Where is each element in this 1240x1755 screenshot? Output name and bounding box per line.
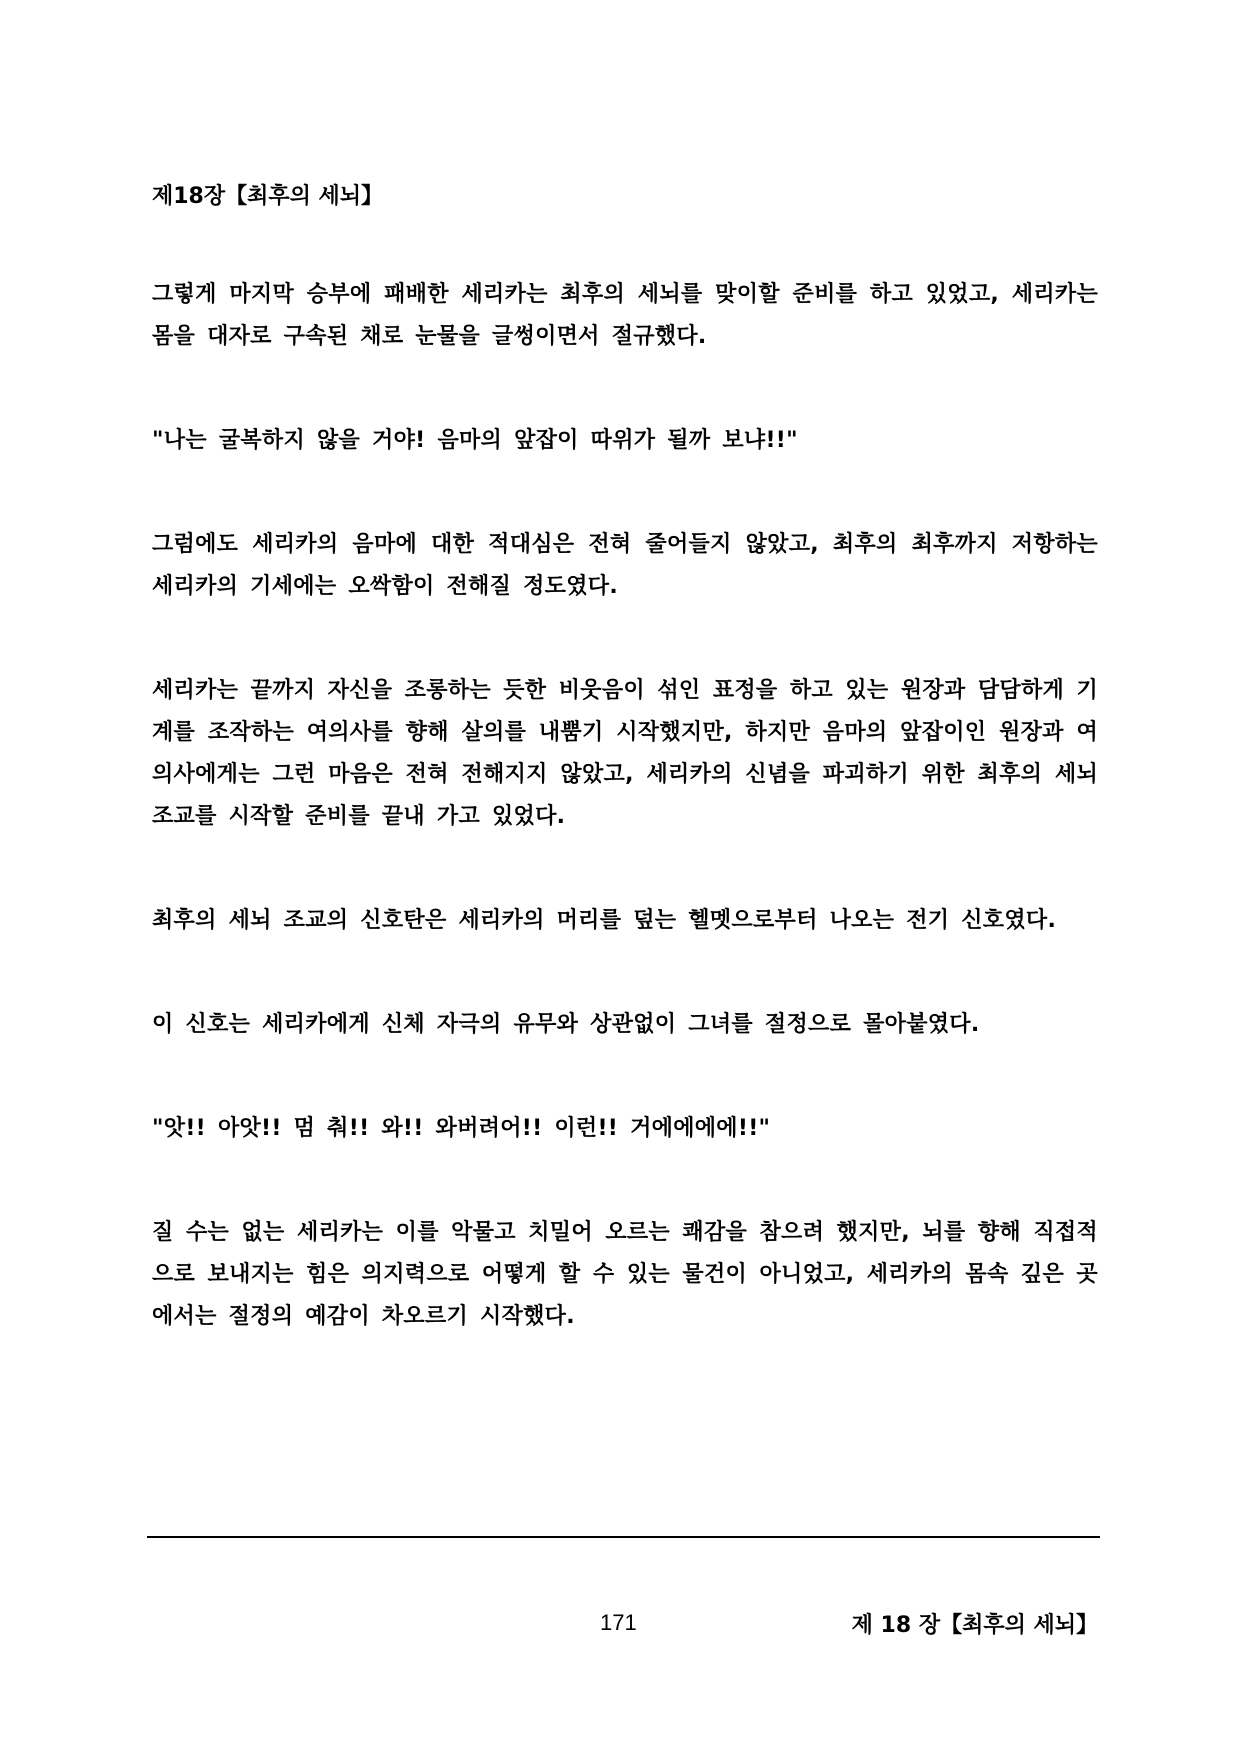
footer-divider (147, 1536, 1100, 1538)
chapter-title: 제18장【최후의 세뇌】 (152, 184, 384, 209)
page-number: 171 (600, 1610, 637, 1635)
paragraph-2: 그럼에도 세리카의 음마에 대한 적대심은 전혀 줄어들지 않았고, 최후의 최후까지 저항하는 세리카의 기세에는 오싹함이 전해질 정도였다. (152, 532, 1098, 599)
paragraph-1: 그렇게 마지막 승부에 패배한 세리카는 최후의 세뇌를 맞이할 준비를 하고 있었고, 세리카는 몸을 대자로 구속된 채로 눈물을 글썽이면서 절규했다. (152, 282, 1098, 349)
dialogue-2: "앗!! 아앗!! 멈 춰!! 와!! 와버려어!! 이런!! 거에에에에!!" (152, 1116, 771, 1141)
paragraph-3: 세리카는 끝까지 자신을 조롱하는 듯한 비웃음이 섞인 표정을 하고 있는 원장과 담담하게 기계를 조작하는 여의사를 향해 살의를 내뿜기 시작했지만, 하지만 음마의 앞잡이인 원장과 여의사에게는 그런 마음은 전혀 전해지지 않았고, 세리카의 신념을 파괴하기 위한 최후의 세뇌 조교를 시작할 준비를 끝내 가고 있었다. (152, 678, 1098, 829)
page-body (152, 178, 1098, 1400)
dialogue-1: "나는 굴복하지 않을 거야! 음마의 앞잡이 따위가 될까 보냐!!" (152, 428, 798, 453)
paragraph-6: 질 수는 없는 세리카는 이를 악물고 치밀어 오르는 쾌감을 참으려 했지만, 뇌를 향해 직접적으로 보내지는 힘은 의지력으로 어떻게 할 수 있는 물건이 아니었고, 세리카의 몸속 깊은 곳에서는 절정의 예감이 차오르기 시작했다. (152, 1220, 1098, 1329)
paragraph-4: 최후의 세뇌 조교의 신호탄은 세리카의 머리를 덮는 헬멧으로부터 나오는 전기 신호였다. (152, 908, 1057, 933)
running-head: 제 18 장【최후의 세뇌】 (851, 1613, 1098, 1638)
paragraph-5: 이 신호는 세리카에게 신체 자극의 유무와 상관없이 그녀를 절정으로 몰아붙였다. (152, 1012, 980, 1037)
